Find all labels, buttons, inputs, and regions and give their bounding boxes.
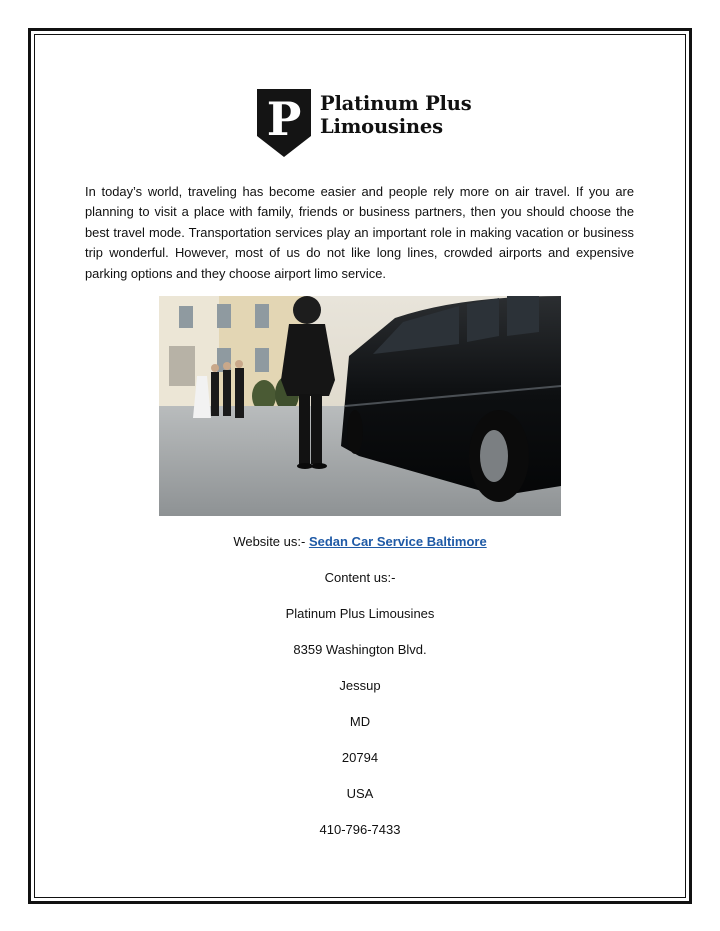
- country: USA: [346, 786, 374, 801]
- intro-paragraph: In today’s world, traveling has become easier and people rely more on air travel. If you are planning to visit a place with family, friends or business partners, then you should choose the best travel mode. Transportation services play an important role in making vacation or business trip wonderful. However, most of us do not like long lines, crowded airports and expensive parking options and they choose airport limo service.: [85, 184, 634, 281]
- brand-name: [320, 92, 472, 138]
- website-line: [0, 534, 720, 549]
- contact-label: Content us:-: [324, 570, 396, 585]
- state: MD: [349, 714, 371, 729]
- company-name: Platinum Plus Limousines: [285, 606, 435, 621]
- website-label: Website us:-: [233, 534, 309, 549]
- shield-logo-icon: [256, 88, 312, 158]
- brand-logo: [256, 88, 476, 160]
- brand-name-line2: Limousines: [320, 115, 443, 138]
- zip-code: 20794: [341, 750, 379, 765]
- phone-number: 410-796-7433: [319, 822, 401, 837]
- brand-name-line1: Platinum Plus: [320, 92, 472, 115]
- website-link[interactable]: Sedan Car Service Baltimore: [308, 534, 487, 549]
- street-address: 8359 Washington Blvd.: [293, 642, 427, 657]
- logo-letter: P: [266, 92, 302, 146]
- limousine-photo: [159, 296, 561, 516]
- city: Jessup: [339, 678, 381, 693]
